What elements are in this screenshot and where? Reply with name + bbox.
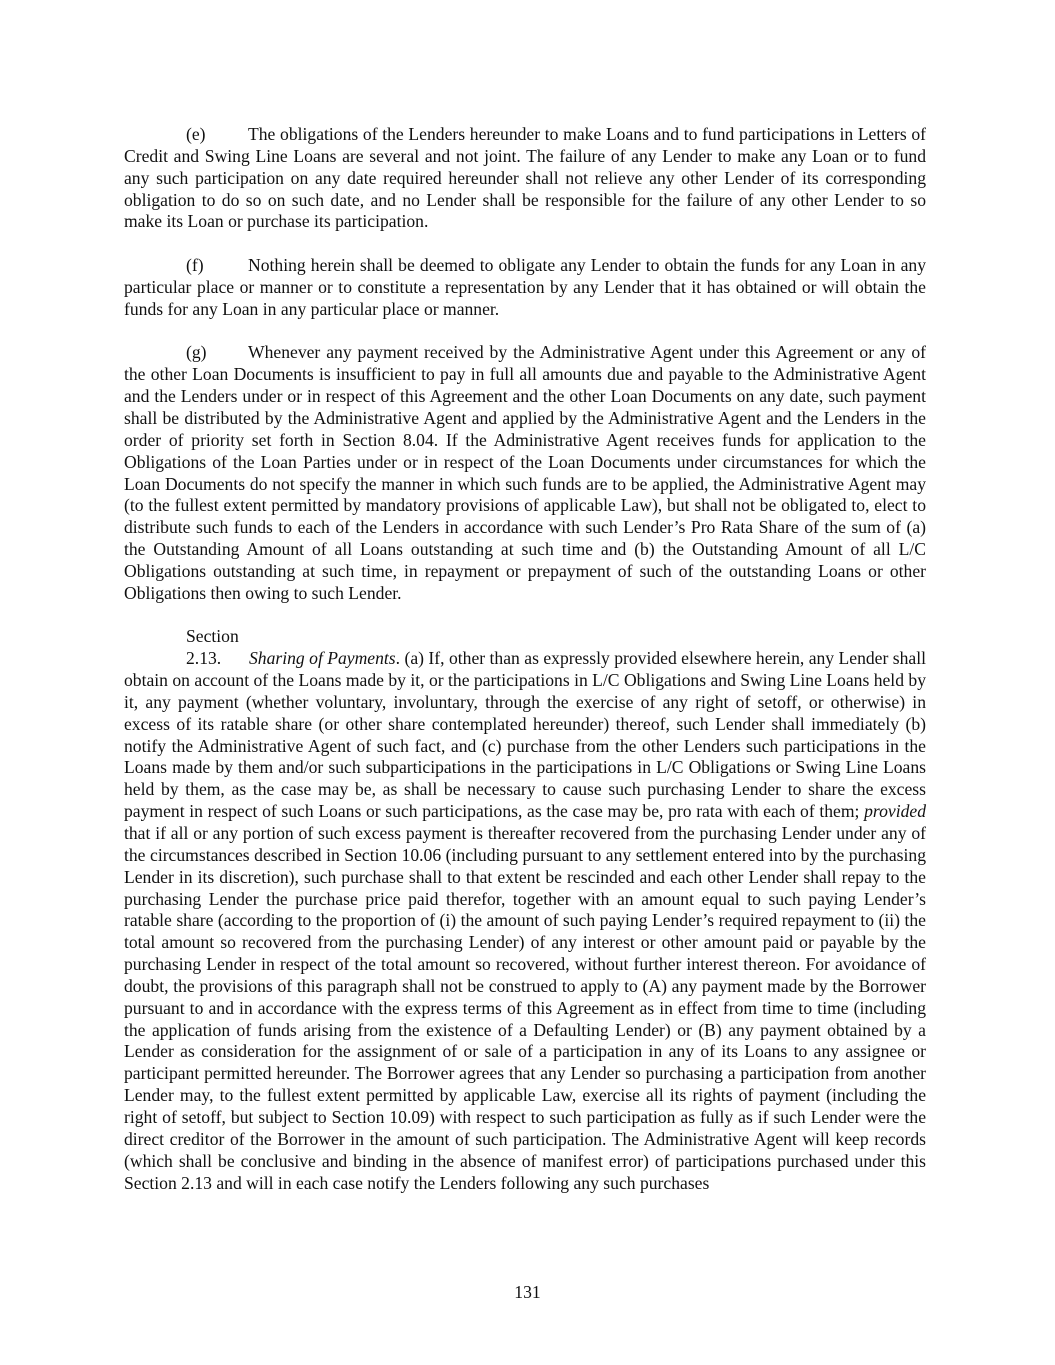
page-number: 131 (514, 1282, 541, 1302)
section-title-punct: . (395, 648, 401, 669)
provided-word: provided (864, 801, 926, 822)
section-number: Section 2.13. (186, 626, 239, 669)
paragraph-marker-g: (g) (186, 342, 207, 363)
paragraph-text-f: Nothing herein shall be deemed to obligate any Lender to obtain the funds for any Loan in any particular place or manner or to constitute a representation by any Lender that it has obtained or will obtain the funds for any Loan in any particular place or manner. (124, 255, 926, 319)
paragraph-text-g: Whenever any payment received by the Administrative Agent under this Agreement or any of the other Loan Documents is insufficient to pay in full all amounts due and payable to the Administrative Agent and the Lenders under or in respect of this Agreement and the other Loan Documents on any date, such payment shall be distributed by the Administrative Agent and applied by the Administrative Agent and the Lenders in the order of priority set forth in Section 8.04. If the Administrative Agent receives funds for application to the Obligations of the Loan Parties under or in respect of the Loan Documents under circumstances for which the Loan Documents do not specify the manner in which such funds are to be applied, the Administrative Agent may (to the fullest extent permitted by mandatory provisions of applicable Law), but shall not be obligated to, elect to distribute such funds to each of the Lenders in accordance with such Lender’s Pro Rata Share of the sum of (a) the Outstanding Amount of all Loans outstanding at such time and (b) the Outstanding Amount of all L/C Obligations outstanding at such time, in repayment or prepayment of such of the outstanding Loans or other Obligations then owing to such Lender. (124, 342, 926, 603)
section-2-13-paragraph (124, 626, 926, 1194)
paragraph-text-e: The obligations of the Lenders hereunder to make Loans and to fund participations in Letters of Credit and Swing Line Loans are several and not joint. The failure of any Lender to make any Loan or to fund any such participation on any date required hereunder shall not relieve any other Lender of its corresponding obligation to do so on such date, and no Lender shall be responsible for the failure of any other Lender to so make its Loan or purchase its participation. (124, 124, 926, 232)
paragraph-e (124, 124, 926, 233)
section-title: Sharing of Payments (249, 648, 396, 669)
paragraph-marker-f: (f) (186, 255, 204, 276)
section-text-part-2: that if all or any portion of such excess payment is thereafter recovered from the purchasing Lender under any of the circumstances described in Section 10.06 (including pursuant to any settlement entered into by the purchasing Lender in its discretion), such purchase shall to that extent be rescinded and each other Lender shall repay to the purchasing Lender the purchase price paid therefor, together with an amount equal to such paying Lender’s ratable share (according to the proportion of (i) the amount of such paying Lender’s required repayment to (ii) the total amount so recovered from the purchasing Lender) of any interest or other amount paid or payable by the purchasing Lender in respect of the total amount so recovered, without further interest thereon. For avoidance of doubt, the provisions of this paragraph shall not be construed to apply to (A) any payment made by the Borrower pursuant to and in accordance with the express terms of this Agreement as in effect from time to time (including the application of funds arising from the existence of a Defaulting Lender) or (B) any payment obtained by a Lender as consideration for the assignment of or sale of a participation in any of its Loans to any assignee or participant permitted hereunder. The Borrower agrees that any Lender so purchasing a participation from another Lender may, to the fullest extent permitted by applicable Law, exercise all its rights of payment (including the right of setoff, but subject to Section 10.09) with respect to such participation as fully as if such Lender were the direct creditor of the Borrower in the amount of such participation. The Administrative Agent will keep records (which shall be conclusive and binding in the absence of manifest error) of participations purchased under this Section 2.13 and will in each case notify the Lenders following any such purchases (124, 823, 926, 1193)
section-text-part-1: (a) If, other than as expressly provided elsewhere herein, any Lender shall obtain on account of the Loans made by it, or the participations in L/C Obligations and Swing Line Loans held by it, any payment (whether voluntary, involuntary, through the exercise of any right of setoff, or otherwise) in excess of its ratable share (or other share contemplated hereunder) thereof, such Lender shall immediately (b) notify the Administrative Agent of such fact, and (c) purchase from the other Lenders such participations in the Loans made by them and/or such subparticipations in the participations in L/C Obligations or Swing Line Loans held by them, as the case may be, as shall be necessary to cause such purchasing Lender to share the excess payment in respect of such Loans or such participations, as the case may be, pro rata with each of them; (124, 648, 926, 822)
paragraph-marker-e: (e) (186, 124, 206, 144)
paragraph-g (124, 342, 926, 604)
paragraph-f (124, 255, 926, 321)
document-body (124, 124, 926, 1216)
